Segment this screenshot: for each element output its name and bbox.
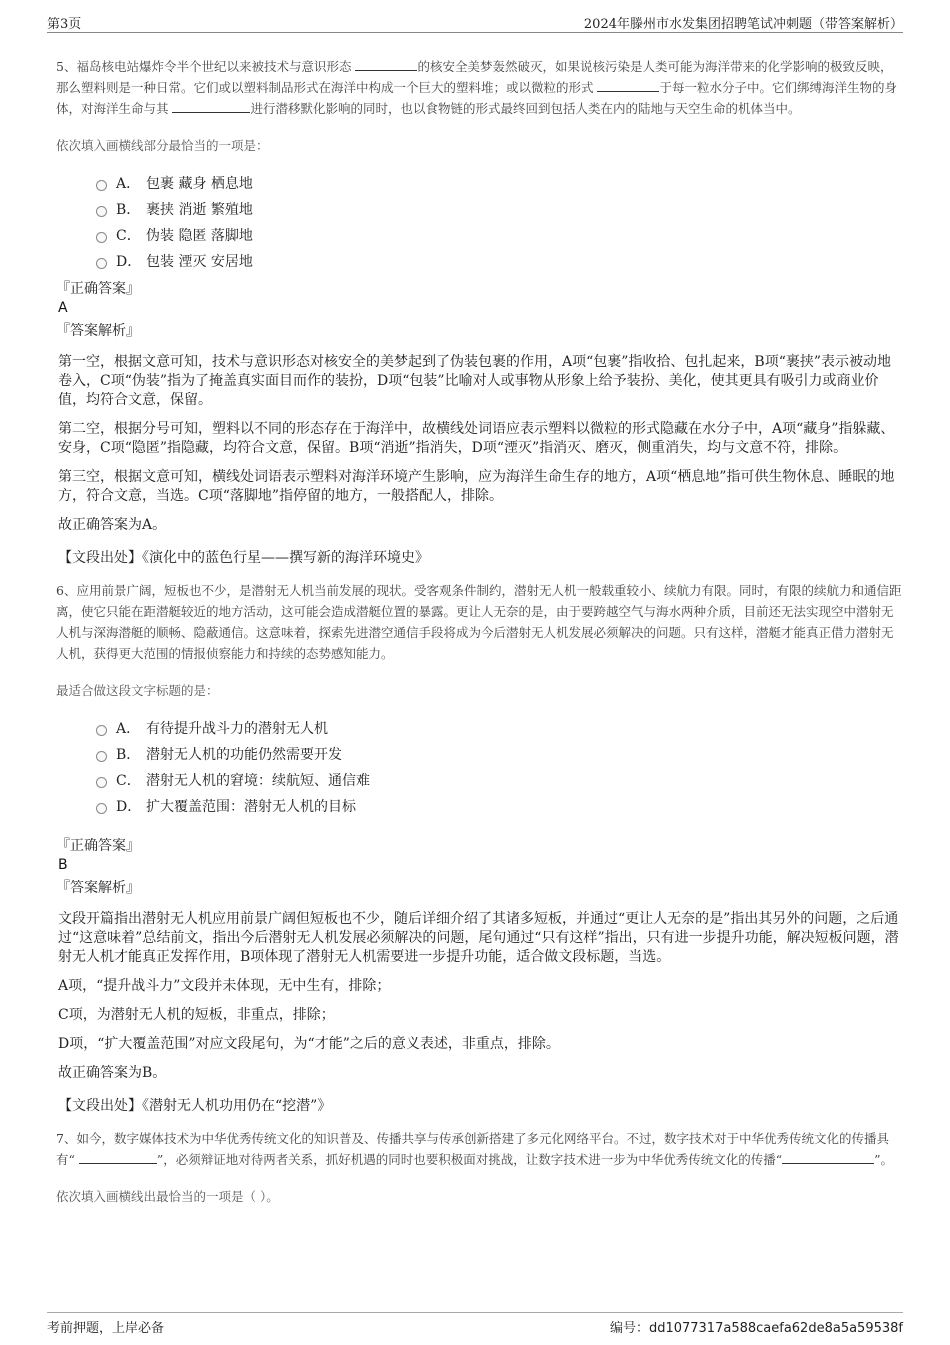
q7-stem: 7、如今，数字媒体技术为中华优秀传统文化的知识普及、传播共享与传承创新搭建了多元化网络平台。不过，数字技术对于中华优秀传统文化的传播具有“ ”，必须辩证地对待两者关系，抓好机遇的同时也要积极面对挑战，让数字技术进一步为中华优秀传统文化的传播“ ”。 xyxy=(56,1131,894,1167)
q6-answer-label: 『正确答案』 xyxy=(56,838,140,854)
blank-1 xyxy=(355,58,417,71)
q6-source: 【文段出处】《潜射无人机功用仍在“挖潜”》 xyxy=(58,1098,332,1114)
q7-prompt: 依次填入画横线出最恰当的一项是（ ）。 xyxy=(56,1189,279,1204)
q5-analysis-3: 第三空，根据文意可知，横线处词语表示塑料对海洋环境产生影响，应为海洋生命生存的地方，A项“栖息地”指可供生物休息、睡眠的地方，符合文意，当选。C项“落脚地”指停留的地方，一般搭配人，排除。 xyxy=(58,469,895,504)
q5-analysis-2: 第二空，根据分号可知，塑料以不同的形态存在于海洋中，故横线处词语应表示塑料以微粒的形式隐藏在水分子中，A项“藏身”指躲藏、安身，C项“隐匿”指隐藏，均符合文意，保留。B项“消逝”指消失，D项“湮灭”指消灭、磨灭，侧重消失，均与文意不符，排除。 xyxy=(58,421,895,456)
footer-slogan: 考前押题，上岸必备 xyxy=(47,1321,165,1336)
q5-answer-label: 『正确答案』 xyxy=(56,281,140,297)
page-footer xyxy=(47,1312,903,1337)
q6-analysis-label: 『答案解析』 xyxy=(56,880,140,896)
q6-prompt: 最适合做这段文字标题的是： xyxy=(56,683,219,698)
radio-icon[interactable] xyxy=(96,803,107,814)
q6-option-a[interactable]: A． 有待提升战斗力的潜射无人机 xyxy=(96,716,904,742)
document-title: 2024年滕州市水发集团招聘笔试冲刺题（带答案解析） xyxy=(583,17,903,32)
blank-2 xyxy=(782,1151,874,1164)
blank-3 xyxy=(172,100,250,113)
radio-icon[interactable] xyxy=(96,232,107,243)
radio-icon[interactable] xyxy=(96,258,107,269)
q5-option-d[interactable]: D． 包装 湮灭 安居地 xyxy=(96,249,904,275)
q5-conclusion: 故正确答案为A。 xyxy=(58,517,167,533)
q5-answer: A xyxy=(58,300,68,316)
q6-option-b[interactable]: B． 潜射无人机的功能仍然需要开发 xyxy=(96,742,904,768)
radio-icon[interactable] xyxy=(96,180,107,191)
q5-source: 【文段出处】《演化中的蓝色行星——撰写新的海洋环境史》 xyxy=(58,550,429,566)
radio-icon[interactable] xyxy=(96,777,107,788)
blank-1 xyxy=(79,1151,157,1164)
q6-conclusion: 故正确答案为B。 xyxy=(58,1065,167,1081)
q5-option-a[interactable]: A． 包裹 藏身 栖息地 xyxy=(96,171,904,197)
page-number: 第3页 xyxy=(47,17,82,32)
q6-analysis-4: D项，“扩大覆盖范围”对应文段尾句，为“才能”之后的意义表述，非重点，排除。 xyxy=(58,1036,560,1052)
q5-prompt: 依次填入画横线部分最恰当的一项是： xyxy=(56,138,269,153)
radio-icon[interactable] xyxy=(96,206,107,217)
q6-answer: B xyxy=(58,857,68,873)
q5-options xyxy=(96,171,904,275)
content xyxy=(56,56,904,1222)
q6-stem: 6、应用前景广阔，短板也不少，是潜射无人机当前发展的现状。受客观条件制约，潜射无人机一般载重较小、续航力有限。同时，有限的续航力和通信距离，使它只能在距潜艇较近的地方活动，这可能会造成潜艇位置的暴露。更让人无奈的是，由于要跨越空气与海水两种介质，目前还无法实现空中潜射无人机与深海潜艇的顺畅、隐蔽通信。这意味着，探索先进潜空通信手段将成为今后潜射无人机发展必须解决的问题。只有这样，潜艇才能真正借力潜射无人机，获得更大范围的情报侦察能力和持续的态势感知能力。 xyxy=(56,583,902,661)
q5-option-b[interactable]: B． 裹挟 消逝 繁殖地 xyxy=(96,197,904,223)
q6-analysis-2: A项，“提升战斗力”文段并未体现，无中生有，排除； xyxy=(58,978,391,994)
q6-option-c[interactable]: C． 潜射无人机的窘境：续航短、通信难 xyxy=(96,768,904,794)
document-code: 编号：dd1077317a588caefa62de8a5a59538f xyxy=(609,1321,903,1336)
q6-option-d[interactable]: D． 扩大覆盖范围：潜射无人机的目标 xyxy=(96,794,904,820)
q6-analysis-3: C项，为潜射无人机的短板，非重点，排除； xyxy=(58,1007,335,1023)
q6-analysis-1: 文段开篇指出潜射无人机应用前景广阔但短板也不少，随后详细介绍了其诸多短板，并通过“更让人无奈的是”指出其另外的问题，之后通过“这意味着”总结前文，指出今后潜射无人机发展必须解决的问题，尾句通过“只有这样”指出，只有进一步提升功能，解决短板问题，潜射无人机才能真正发挥作用，B项体现了潜射无人机需要进一步提升功能，适合做文段标题，当选。 xyxy=(58,911,899,965)
blank-2 xyxy=(597,79,659,92)
radio-icon[interactable] xyxy=(96,751,107,762)
q5-stem: 5、福岛核电站爆炸令半个世纪以来被技术与意识形态 的核安全美梦轰然破灭，如果说核污染是人类可能为海洋带来的化学影响的极致反映，那么塑料则是一种日常。它们或以塑料制品形式在海洋中构成一个巨大的塑料堆；或以微粒的形式 于每一粒水分子中。它们绑缚海洋生物的身体，对海洋生命与其 进行潜移默化影响的同时，也以食物链的形式最终回到包括人类在内的陆地与天空生命的机体当中。 xyxy=(56,59,897,116)
q6-options xyxy=(96,716,904,820)
page-header xyxy=(47,10,903,33)
q5-analysis-1: 第一空，根据文意可知，技术与意识形态对核安全的美梦起到了伪装包裹的作用，A项“包裹”指收拾、包扎起来，B项“裹挟”表示被动地卷入，C项“伪装”指为了掩盖真实面目而作的装扮，D项“包装”比喻对人或事物从形象上给予装扮、美化，使其更具有吸引力或商业价值，均符合文意，保留。 xyxy=(58,354,892,408)
q5-analysis-label: 『答案解析』 xyxy=(56,323,140,339)
q5-option-c[interactable]: C． 伪装 隐匿 落脚地 xyxy=(96,223,904,249)
radio-icon[interactable] xyxy=(96,725,107,736)
